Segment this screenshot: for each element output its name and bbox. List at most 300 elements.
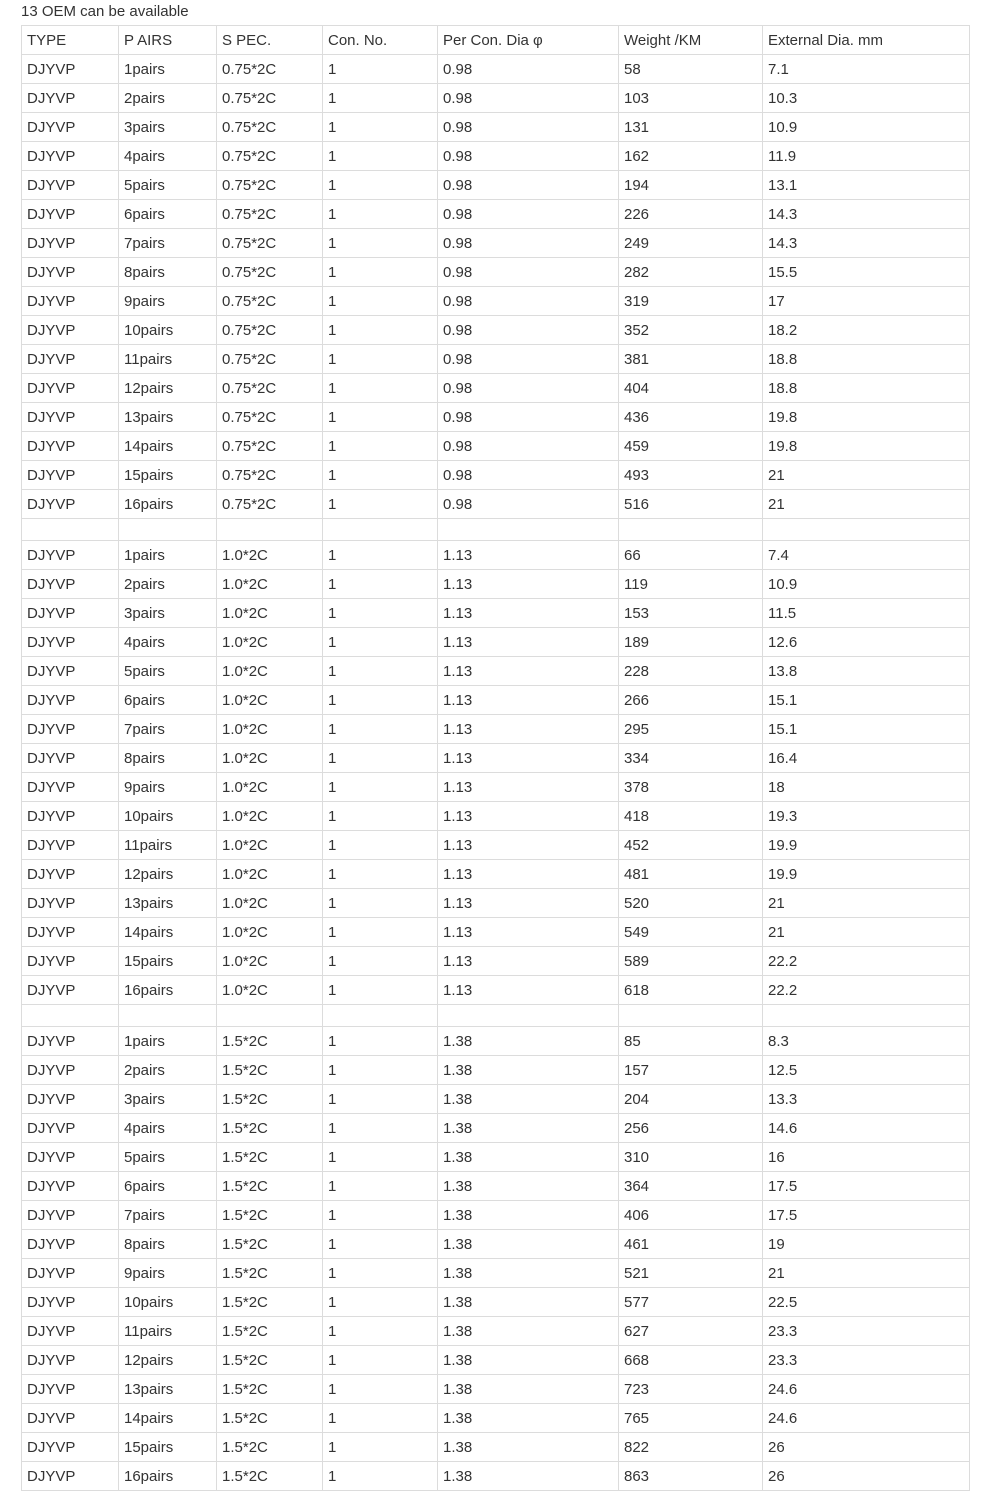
table-row bbox=[22, 287, 970, 316]
cell-con-no bbox=[323, 1005, 438, 1027]
cell-pairs: 12pairs bbox=[119, 374, 217, 403]
cell-pairs: 3pairs bbox=[119, 113, 217, 142]
cell-weight: 319 bbox=[619, 287, 763, 316]
cell-con-no: 1 bbox=[323, 1404, 438, 1433]
cell-type: DJYVP bbox=[22, 657, 119, 686]
cell-weight: 436 bbox=[619, 403, 763, 432]
cell-per-con-dia: 1.38 bbox=[438, 1143, 619, 1172]
cell-pairs: 15pairs bbox=[119, 461, 217, 490]
header-type: TYPE bbox=[22, 26, 119, 55]
cell-spec: 1.5*2C bbox=[217, 1259, 323, 1288]
cell-type: DJYVP bbox=[22, 831, 119, 860]
cell-pairs: 9pairs bbox=[119, 1259, 217, 1288]
table-row bbox=[22, 802, 970, 831]
cell-type: DJYVP bbox=[22, 744, 119, 773]
table-row bbox=[22, 55, 970, 84]
header-spec: S PEC. bbox=[217, 26, 323, 55]
cell-external-dia: 18.2 bbox=[763, 316, 970, 345]
cell-type: DJYVP bbox=[22, 287, 119, 316]
cell-per-con-dia: 0.98 bbox=[438, 316, 619, 345]
cell-external-dia: 21 bbox=[763, 490, 970, 519]
cell-per-con-dia: 1.38 bbox=[438, 1259, 619, 1288]
cell-pairs: 5pairs bbox=[119, 1143, 217, 1172]
cell-external-dia: 19.3 bbox=[763, 802, 970, 831]
cell-per-con-dia: 1.38 bbox=[438, 1172, 619, 1201]
table-row bbox=[22, 1462, 970, 1491]
cell-con-no: 1 bbox=[323, 802, 438, 831]
cell-type: DJYVP bbox=[22, 374, 119, 403]
cell-per-con-dia: 0.98 bbox=[438, 490, 619, 519]
cell-external-dia: 19.9 bbox=[763, 831, 970, 860]
cell-con-no: 1 bbox=[323, 55, 438, 84]
cell-external-dia bbox=[763, 1005, 970, 1027]
table-row bbox=[22, 1201, 970, 1230]
cell-weight: 295 bbox=[619, 715, 763, 744]
table-row bbox=[22, 1230, 970, 1259]
cell-external-dia: 13.8 bbox=[763, 657, 970, 686]
cell-weight: 520 bbox=[619, 889, 763, 918]
cell-pairs: 8pairs bbox=[119, 258, 217, 287]
cell-con-no: 1 bbox=[323, 1317, 438, 1346]
cell-per-con-dia: 0.98 bbox=[438, 374, 619, 403]
table-row bbox=[22, 1027, 970, 1056]
cell-weight: 822 bbox=[619, 1433, 763, 1462]
cell-external-dia: 21 bbox=[763, 889, 970, 918]
cell-type: DJYVP bbox=[22, 55, 119, 84]
table-row bbox=[22, 599, 970, 628]
cell-con-no bbox=[323, 519, 438, 541]
cell-spec: 1.0*2C bbox=[217, 860, 323, 889]
cell-con-no: 1 bbox=[323, 831, 438, 860]
table-row bbox=[22, 1433, 970, 1462]
cell-con-no: 1 bbox=[323, 1346, 438, 1375]
cell-external-dia: 14.3 bbox=[763, 229, 970, 258]
cell-type: DJYVP bbox=[22, 1346, 119, 1375]
cell-weight bbox=[619, 1005, 763, 1027]
cell-type: DJYVP bbox=[22, 1375, 119, 1404]
cell-pairs: 11pairs bbox=[119, 831, 217, 860]
cell-type: DJYVP bbox=[22, 1259, 119, 1288]
cell-per-con-dia: 1.13 bbox=[438, 715, 619, 744]
cell-type: DJYVP bbox=[22, 1288, 119, 1317]
cell-weight: 310 bbox=[619, 1143, 763, 1172]
cell-weight: 228 bbox=[619, 657, 763, 686]
cell-spec bbox=[217, 519, 323, 541]
cell-weight: 119 bbox=[619, 570, 763, 599]
cell-spec: 1.5*2C bbox=[217, 1143, 323, 1172]
cell-type: DJYVP bbox=[22, 541, 119, 570]
cell-con-no: 1 bbox=[323, 976, 438, 1005]
cell-con-no: 1 bbox=[323, 599, 438, 628]
cell-type: DJYVP bbox=[22, 432, 119, 461]
cell-pairs: 13pairs bbox=[119, 1375, 217, 1404]
cell-pairs: 6pairs bbox=[119, 686, 217, 715]
cell-type: DJYVP bbox=[22, 1201, 119, 1230]
cell-type: DJYVP bbox=[22, 1172, 119, 1201]
header-weight: Weight /KM bbox=[619, 26, 763, 55]
cell-type: DJYVP bbox=[22, 461, 119, 490]
cell-con-no: 1 bbox=[323, 918, 438, 947]
cell-per-con-dia: 1.13 bbox=[438, 657, 619, 686]
cell-pairs: 1pairs bbox=[119, 55, 217, 84]
cell-per-con-dia: 0.98 bbox=[438, 229, 619, 258]
table-row bbox=[22, 171, 970, 200]
cell-pairs: 9pairs bbox=[119, 287, 217, 316]
table-row bbox=[22, 84, 970, 113]
cell-spec: 1.5*2C bbox=[217, 1201, 323, 1230]
cell-spec: 1.5*2C bbox=[217, 1056, 323, 1085]
cell-pairs: 15pairs bbox=[119, 947, 217, 976]
cell-con-no: 1 bbox=[323, 1201, 438, 1230]
cell-type: DJYVP bbox=[22, 200, 119, 229]
table-row bbox=[22, 1056, 970, 1085]
table-row bbox=[22, 570, 970, 599]
cell-spec: 1.5*2C bbox=[217, 1462, 323, 1491]
cell-type: DJYVP bbox=[22, 686, 119, 715]
cell-spec: 1.0*2C bbox=[217, 947, 323, 976]
table-row bbox=[22, 686, 970, 715]
cell-pairs: 12pairs bbox=[119, 1346, 217, 1375]
cell-con-no: 1 bbox=[323, 1230, 438, 1259]
table-row bbox=[22, 1143, 970, 1172]
table-spacer-row bbox=[22, 1005, 970, 1027]
cell-external-dia: 11.5 bbox=[763, 599, 970, 628]
cell-con-no: 1 bbox=[323, 258, 438, 287]
cell-per-con-dia: 1.13 bbox=[438, 628, 619, 657]
header-pairs: P AIRS bbox=[119, 26, 217, 55]
cell-weight: 189 bbox=[619, 628, 763, 657]
cell-spec bbox=[217, 1005, 323, 1027]
table-row bbox=[22, 860, 970, 889]
cell-per-con-dia: 1.38 bbox=[438, 1027, 619, 1056]
cell-pairs: 12pairs bbox=[119, 860, 217, 889]
cell-con-no: 1 bbox=[323, 287, 438, 316]
cell-weight: 418 bbox=[619, 802, 763, 831]
cell-external-dia: 18.8 bbox=[763, 374, 970, 403]
cell-con-no: 1 bbox=[323, 113, 438, 142]
table-row bbox=[22, 403, 970, 432]
cell-per-con-dia: 0.98 bbox=[438, 258, 619, 287]
cell-spec: 1.0*2C bbox=[217, 744, 323, 773]
table-header-row bbox=[22, 26, 970, 55]
table-row bbox=[22, 200, 970, 229]
cell-per-con-dia: 1.13 bbox=[438, 889, 619, 918]
cell-spec: 1.0*2C bbox=[217, 715, 323, 744]
cell-per-con-dia: 0.98 bbox=[438, 345, 619, 374]
table-row bbox=[22, 461, 970, 490]
cell-per-con-dia: 0.98 bbox=[438, 200, 619, 229]
cell-per-con-dia: 1.13 bbox=[438, 773, 619, 802]
cell-external-dia: 10.9 bbox=[763, 113, 970, 142]
cell-external-dia: 8.3 bbox=[763, 1027, 970, 1056]
cell-weight: 162 bbox=[619, 142, 763, 171]
cell-spec: 1.5*2C bbox=[217, 1346, 323, 1375]
cell-per-con-dia: 1.13 bbox=[438, 918, 619, 947]
cell-pairs: 1pairs bbox=[119, 541, 217, 570]
table-caption: 13 OEM can be available bbox=[21, 3, 189, 20]
cell-pairs: 2pairs bbox=[119, 1056, 217, 1085]
cell-per-con-dia: 1.38 bbox=[438, 1375, 619, 1404]
cell-spec: 0.75*2C bbox=[217, 345, 323, 374]
cell-weight: 131 bbox=[619, 113, 763, 142]
cell-con-no: 1 bbox=[323, 1143, 438, 1172]
cell-pairs bbox=[119, 1005, 217, 1027]
cell-con-no: 1 bbox=[323, 541, 438, 570]
cell-external-dia: 21 bbox=[763, 1259, 970, 1288]
cell-external-dia: 21 bbox=[763, 918, 970, 947]
cell-pairs: 11pairs bbox=[119, 345, 217, 374]
cell-per-con-dia bbox=[438, 519, 619, 541]
cell-con-no: 1 bbox=[323, 1114, 438, 1143]
cell-pairs: 10pairs bbox=[119, 1288, 217, 1317]
cell-pairs: 8pairs bbox=[119, 744, 217, 773]
cell-pairs: 4pairs bbox=[119, 1114, 217, 1143]
cell-pairs: 5pairs bbox=[119, 171, 217, 200]
cell-weight: 577 bbox=[619, 1288, 763, 1317]
cell-external-dia: 19 bbox=[763, 1230, 970, 1259]
cell-weight: 481 bbox=[619, 860, 763, 889]
cell-weight: 406 bbox=[619, 1201, 763, 1230]
cell-external-dia: 24.6 bbox=[763, 1404, 970, 1433]
cell-con-no: 1 bbox=[323, 374, 438, 403]
cell-external-dia: 16 bbox=[763, 1143, 970, 1172]
cell-type: DJYVP bbox=[22, 570, 119, 599]
cell-weight: 627 bbox=[619, 1317, 763, 1346]
cell-weight: 226 bbox=[619, 200, 763, 229]
cell-con-no: 1 bbox=[323, 490, 438, 519]
cell-spec: 0.75*2C bbox=[217, 171, 323, 200]
table-spacer-row bbox=[22, 519, 970, 541]
cell-per-con-dia: 1.38 bbox=[438, 1404, 619, 1433]
cell-con-no: 1 bbox=[323, 657, 438, 686]
cell-con-no: 1 bbox=[323, 686, 438, 715]
cell-spec: 1.5*2C bbox=[217, 1433, 323, 1462]
cell-spec: 0.75*2C bbox=[217, 432, 323, 461]
cell-con-no: 1 bbox=[323, 1056, 438, 1085]
cell-per-con-dia: 1.38 bbox=[438, 1085, 619, 1114]
cell-spec: 0.75*2C bbox=[217, 316, 323, 345]
cell-type: DJYVP bbox=[22, 345, 119, 374]
cell-spec: 1.0*2C bbox=[217, 976, 323, 1005]
cell-spec: 0.75*2C bbox=[217, 200, 323, 229]
cell-pairs: 6pairs bbox=[119, 1172, 217, 1201]
cell-per-con-dia: 1.38 bbox=[438, 1201, 619, 1230]
cell-con-no: 1 bbox=[323, 403, 438, 432]
cell-type: DJYVP bbox=[22, 403, 119, 432]
cell-spec: 1.5*2C bbox=[217, 1375, 323, 1404]
table-body bbox=[22, 26, 970, 1491]
cell-spec: 1.0*2C bbox=[217, 599, 323, 628]
table-row bbox=[22, 744, 970, 773]
table-row bbox=[22, 715, 970, 744]
header-con-no: Con. No. bbox=[323, 26, 438, 55]
cell-external-dia: 15.1 bbox=[763, 686, 970, 715]
cell-weight: 256 bbox=[619, 1114, 763, 1143]
cell-per-con-dia: 1.38 bbox=[438, 1346, 619, 1375]
cell-pairs: 14pairs bbox=[119, 918, 217, 947]
cell-external-dia: 17.5 bbox=[763, 1201, 970, 1230]
cell-spec: 1.0*2C bbox=[217, 802, 323, 831]
table-row bbox=[22, 432, 970, 461]
cell-con-no: 1 bbox=[323, 860, 438, 889]
cell-per-con-dia: 1.13 bbox=[438, 860, 619, 889]
cell-spec: 1.0*2C bbox=[217, 889, 323, 918]
cell-type: DJYVP bbox=[22, 171, 119, 200]
cell-spec: 1.0*2C bbox=[217, 773, 323, 802]
cell-con-no: 1 bbox=[323, 1462, 438, 1491]
cell-external-dia: 17 bbox=[763, 287, 970, 316]
cell-type: DJYVP bbox=[22, 258, 119, 287]
cell-spec: 1.0*2C bbox=[217, 570, 323, 599]
cell-per-con-dia: 1.13 bbox=[438, 831, 619, 860]
cell-pairs: 3pairs bbox=[119, 599, 217, 628]
cell-spec: 0.75*2C bbox=[217, 142, 323, 171]
cell-external-dia: 18 bbox=[763, 773, 970, 802]
cell-weight: 378 bbox=[619, 773, 763, 802]
cell-pairs: 15pairs bbox=[119, 1433, 217, 1462]
cell-external-dia: 10.9 bbox=[763, 570, 970, 599]
cell-con-no: 1 bbox=[323, 1375, 438, 1404]
cell-per-con-dia: 1.13 bbox=[438, 686, 619, 715]
cell-spec: 1.0*2C bbox=[217, 831, 323, 860]
cell-external-dia: 22.2 bbox=[763, 947, 970, 976]
table-row bbox=[22, 1404, 970, 1433]
cell-spec: 0.75*2C bbox=[217, 258, 323, 287]
cell-pairs: 10pairs bbox=[119, 802, 217, 831]
cell-con-no: 1 bbox=[323, 345, 438, 374]
cell-pairs: 14pairs bbox=[119, 432, 217, 461]
cell-weight: 381 bbox=[619, 345, 763, 374]
cell-weight: 352 bbox=[619, 316, 763, 345]
cell-pairs: 13pairs bbox=[119, 889, 217, 918]
table-row bbox=[22, 976, 970, 1005]
cell-type: DJYVP bbox=[22, 599, 119, 628]
cell-spec: 0.75*2C bbox=[217, 461, 323, 490]
cell-type bbox=[22, 1005, 119, 1027]
cell-con-no: 1 bbox=[323, 744, 438, 773]
table-row bbox=[22, 541, 970, 570]
cell-con-no: 1 bbox=[323, 84, 438, 113]
cell-per-con-dia: 1.13 bbox=[438, 744, 619, 773]
cell-pairs: 5pairs bbox=[119, 657, 217, 686]
cell-con-no: 1 bbox=[323, 229, 438, 258]
cell-weight: 66 bbox=[619, 541, 763, 570]
cell-external-dia: 12.6 bbox=[763, 628, 970, 657]
table-row bbox=[22, 490, 970, 519]
cell-per-con-dia: 1.13 bbox=[438, 570, 619, 599]
cell-weight: 153 bbox=[619, 599, 763, 628]
table-row bbox=[22, 258, 970, 287]
cell-pairs: 4pairs bbox=[119, 628, 217, 657]
cell-type: DJYVP bbox=[22, 976, 119, 1005]
table-row bbox=[22, 1172, 970, 1201]
cell-con-no: 1 bbox=[323, 889, 438, 918]
cell-per-con-dia: 1.38 bbox=[438, 1433, 619, 1462]
cell-type bbox=[22, 519, 119, 541]
cell-pairs: 7pairs bbox=[119, 1201, 217, 1230]
table-row bbox=[22, 831, 970, 860]
cell-external-dia: 18.8 bbox=[763, 345, 970, 374]
cell-per-con-dia: 1.13 bbox=[438, 599, 619, 628]
table-row bbox=[22, 1085, 970, 1114]
table-row bbox=[22, 374, 970, 403]
cell-weight: 85 bbox=[619, 1027, 763, 1056]
cell-per-con-dia: 1.13 bbox=[438, 802, 619, 831]
cell-external-dia: 22.5 bbox=[763, 1288, 970, 1317]
cell-type: DJYVP bbox=[22, 113, 119, 142]
cell-pairs: 1pairs bbox=[119, 1027, 217, 1056]
table-row bbox=[22, 345, 970, 374]
cell-weight: 364 bbox=[619, 1172, 763, 1201]
cell-con-no: 1 bbox=[323, 628, 438, 657]
cell-type: DJYVP bbox=[22, 1230, 119, 1259]
cell-weight: 282 bbox=[619, 258, 763, 287]
cell-spec: 1.5*2C bbox=[217, 1114, 323, 1143]
cell-external-dia: 26 bbox=[763, 1462, 970, 1491]
cell-type: DJYVP bbox=[22, 947, 119, 976]
cell-spec: 0.75*2C bbox=[217, 229, 323, 258]
cell-external-dia: 14.6 bbox=[763, 1114, 970, 1143]
cell-weight: 103 bbox=[619, 84, 763, 113]
cell-spec: 0.75*2C bbox=[217, 84, 323, 113]
cell-type: DJYVP bbox=[22, 1404, 119, 1433]
cell-con-no: 1 bbox=[323, 715, 438, 744]
cell-per-con-dia: 1.38 bbox=[438, 1288, 619, 1317]
cell-weight: 194 bbox=[619, 171, 763, 200]
cell-con-no: 1 bbox=[323, 171, 438, 200]
cell-external-dia: 10.3 bbox=[763, 84, 970, 113]
cell-weight: 157 bbox=[619, 1056, 763, 1085]
cell-weight: 618 bbox=[619, 976, 763, 1005]
cell-external-dia: 23.3 bbox=[763, 1317, 970, 1346]
cell-per-con-dia: 0.98 bbox=[438, 461, 619, 490]
cell-spec: 1.5*2C bbox=[217, 1230, 323, 1259]
cell-weight: 516 bbox=[619, 490, 763, 519]
cell-type: DJYVP bbox=[22, 918, 119, 947]
cell-type: DJYVP bbox=[22, 1462, 119, 1491]
cell-type: DJYVP bbox=[22, 142, 119, 171]
cell-weight: 493 bbox=[619, 461, 763, 490]
cell-per-con-dia: 0.98 bbox=[438, 113, 619, 142]
cell-con-no: 1 bbox=[323, 1027, 438, 1056]
cell-con-no: 1 bbox=[323, 1433, 438, 1462]
cell-pairs: 2pairs bbox=[119, 84, 217, 113]
cell-type: DJYVP bbox=[22, 1143, 119, 1172]
cell-per-con-dia: 0.98 bbox=[438, 84, 619, 113]
cell-spec: 1.0*2C bbox=[217, 541, 323, 570]
cell-weight: 589 bbox=[619, 947, 763, 976]
cell-weight bbox=[619, 519, 763, 541]
cell-type: DJYVP bbox=[22, 860, 119, 889]
cell-type: DJYVP bbox=[22, 1317, 119, 1346]
cell-type: DJYVP bbox=[22, 715, 119, 744]
table-row bbox=[22, 316, 970, 345]
cell-external-dia: 23.3 bbox=[763, 1346, 970, 1375]
header-external-dia: External Dia. mm bbox=[763, 26, 970, 55]
cell-external-dia: 21 bbox=[763, 461, 970, 490]
cell-per-con-dia: 1.38 bbox=[438, 1317, 619, 1346]
cell-pairs: 11pairs bbox=[119, 1317, 217, 1346]
cell-pairs bbox=[119, 519, 217, 541]
table-row bbox=[22, 657, 970, 686]
cell-pairs: 16pairs bbox=[119, 490, 217, 519]
table-row bbox=[22, 1375, 970, 1404]
cell-type: DJYVP bbox=[22, 1027, 119, 1056]
cell-spec: 0.75*2C bbox=[217, 287, 323, 316]
cell-per-con-dia: 0.98 bbox=[438, 142, 619, 171]
cell-spec: 1.0*2C bbox=[217, 657, 323, 686]
cell-weight: 459 bbox=[619, 432, 763, 461]
